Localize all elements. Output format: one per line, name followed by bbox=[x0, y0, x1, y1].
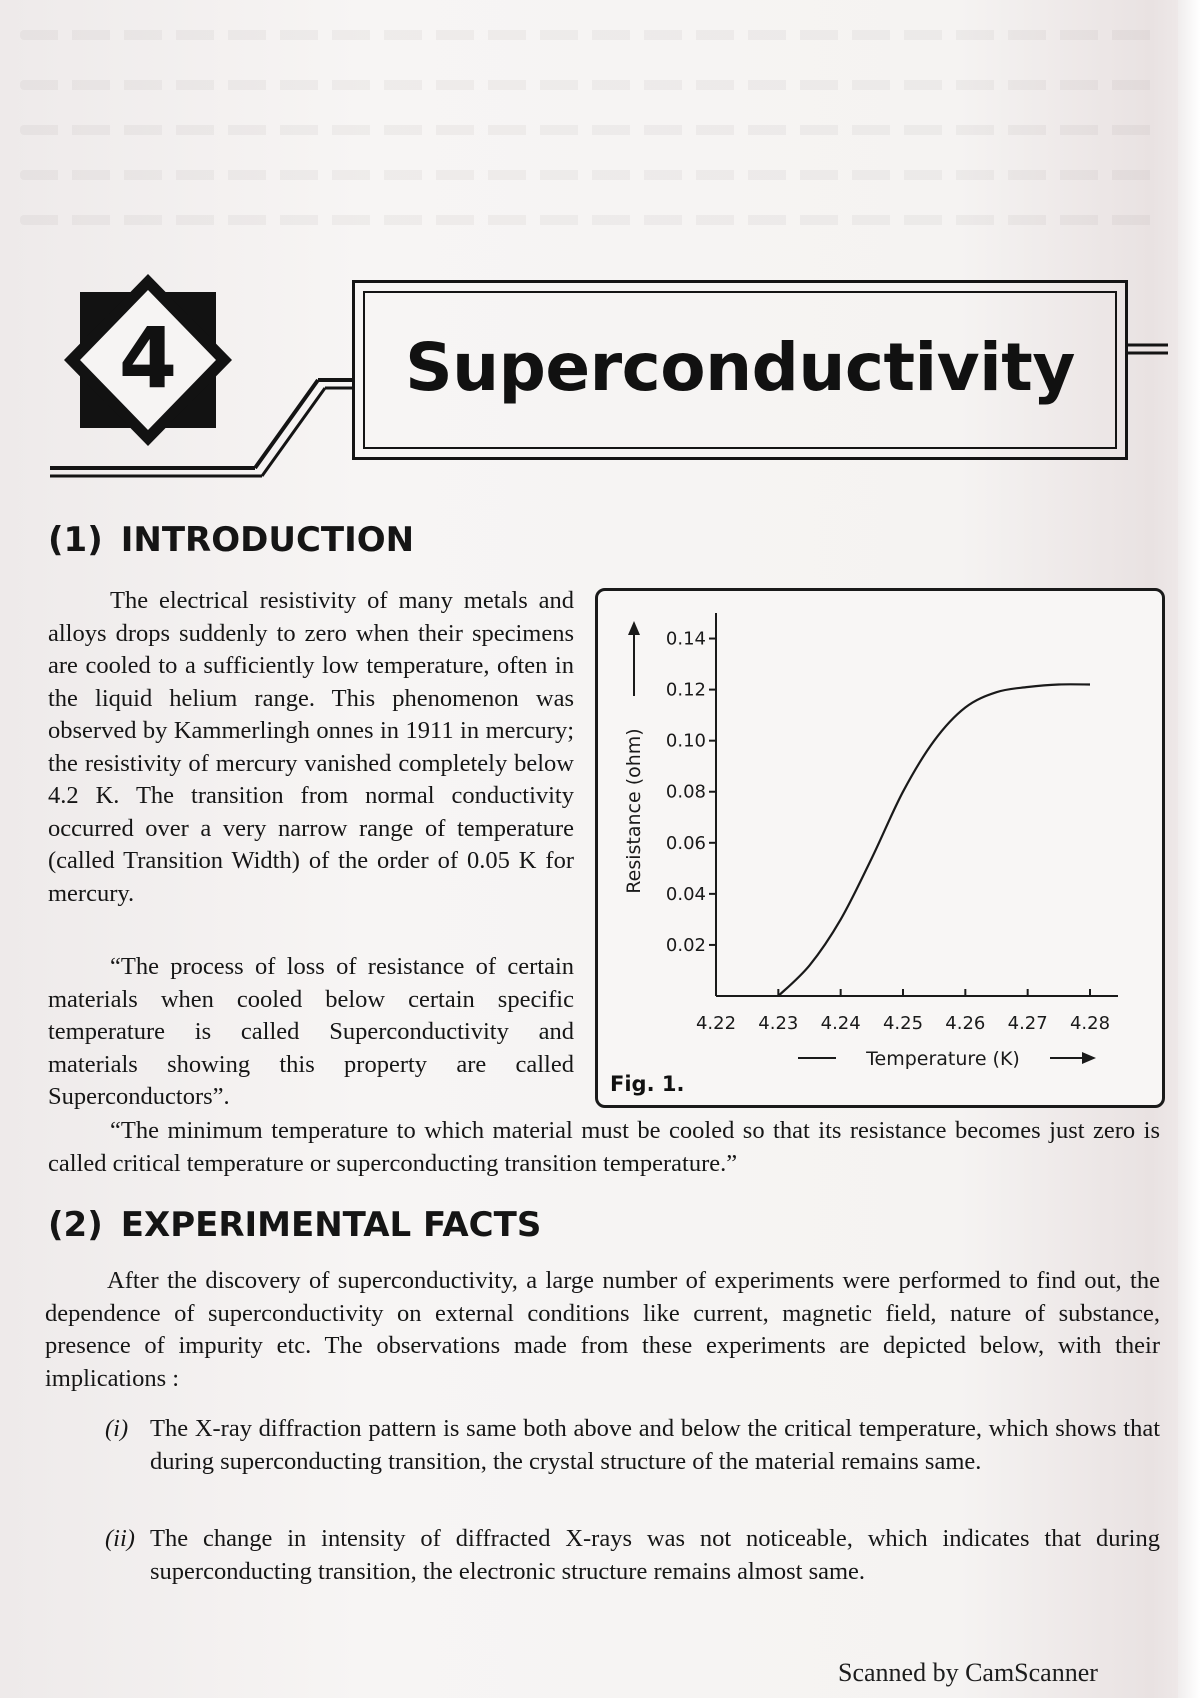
bleed-through-texture bbox=[20, 215, 1160, 225]
section-number: (2) bbox=[48, 1205, 103, 1245]
series-line-0 bbox=[778, 684, 1090, 996]
x-tick-label: 4.24 bbox=[820, 1013, 861, 1034]
experimental-facts-paragraph: After the discovery of superconductivity, a large number of experiments were performed to find out, the dependence of superconductivity on external conditions like current, magnetic field, nature of substance, presence of impurity etc. The observations made from these experiments are depicted below, with their implications : bbox=[45, 1267, 1160, 1392]
y-axis-label: Resistance (ohm) bbox=[623, 728, 645, 894]
x-axis-label: Temperature (K) bbox=[866, 1048, 1020, 1070]
x-tick-label: 4.23 bbox=[758, 1013, 799, 1034]
section-number: (1) bbox=[48, 520, 103, 560]
y-tick-label: 0.06 bbox=[665, 832, 706, 854]
intro-paragraph-2: “The process of loss of resistance of certain materials when cooled below certain specific temperature is called Superconductivity and materials showing this property are called Superconductors”. bbox=[48, 953, 574, 1110]
chapter-title-frame bbox=[352, 280, 1128, 460]
figure-caption: Fig. 1. bbox=[610, 1072, 685, 1096]
intro-paragraph-1: The electrical resistivity of many metals and alloys drops suddenly to zero when their specimens are cooled to a sufficiently low temperature, often in the liquid helium range. This phenomenon was observed by Kammerlingh onnes in 1911 in mercury; the resistivity of mercury vanished completely below 4.2 K. The transition from normal conductivity occurred over a very narrow range of temperature (called Transition Width) of the order of 0.05 K for mercury. bbox=[48, 587, 574, 907]
resistance-temperature-chart bbox=[598, 591, 1162, 1105]
bleed-through-texture bbox=[20, 30, 1160, 40]
intro-paragraph-3: “The minimum temperature to which material must be cooled so that its resistance becomes just zero is called critical temperature or superconducting transition temperature.” bbox=[48, 1117, 1160, 1177]
chapter-number: 4 bbox=[118, 309, 178, 407]
y-tick-label: 0.12 bbox=[665, 679, 706, 701]
chapter-title: Superconductivity bbox=[405, 329, 1075, 406]
figure-box bbox=[595, 588, 1165, 1108]
y-tick-label: 0.10 bbox=[665, 730, 706, 752]
x-tick-label: 4.22 bbox=[695, 1013, 737, 1034]
y-axis-arrowhead bbox=[628, 621, 640, 635]
section-heading-experimental-facts bbox=[48, 1205, 541, 1245]
y-tick-label: 0.14 bbox=[665, 628, 706, 650]
list-item bbox=[105, 1413, 1160, 1478]
list-marker: (ii) bbox=[105, 1525, 135, 1552]
page-right-edge bbox=[1178, 0, 1200, 1698]
x-tick-label: 4.27 bbox=[1007, 1013, 1048, 1034]
x-axis-arrowhead bbox=[1082, 1052, 1096, 1064]
x-tick-label: 4.25 bbox=[882, 1013, 924, 1034]
list-item-text: The change in intensity of diffracted X-rays was not noticeable, which indicates that during superconducting transition, the electronic structure remains almost same. bbox=[150, 1525, 1160, 1585]
y-tick-label: 0.02 bbox=[665, 934, 706, 956]
chapter-header bbox=[0, 260, 1200, 490]
bleed-through-texture bbox=[20, 125, 1160, 135]
section-title: INTRODUCTION bbox=[120, 520, 415, 560]
y-tick-label: 0.04 bbox=[665, 883, 706, 905]
section-heading-introduction bbox=[48, 520, 414, 560]
scanner-watermark: Scanned by CamScanner bbox=[838, 1658, 1098, 1687]
x-tick-label: 4.28 bbox=[1069, 1013, 1111, 1034]
section-title: EXPERIMENTAL FACTS bbox=[120, 1205, 542, 1245]
list-item-text: The X-ray diffraction pattern is same both above and below the critical temperature, which shows that during superconducting transition, the crystal structure of the material remains same. bbox=[150, 1415, 1160, 1475]
y-tick-label: 0.08 bbox=[665, 781, 706, 803]
list-marker: (i) bbox=[105, 1415, 129, 1442]
bleed-through-texture bbox=[20, 80, 1160, 90]
bleed-through-texture bbox=[20, 170, 1160, 180]
x-tick-label: 4.26 bbox=[945, 1013, 986, 1034]
list-item bbox=[105, 1523, 1160, 1588]
